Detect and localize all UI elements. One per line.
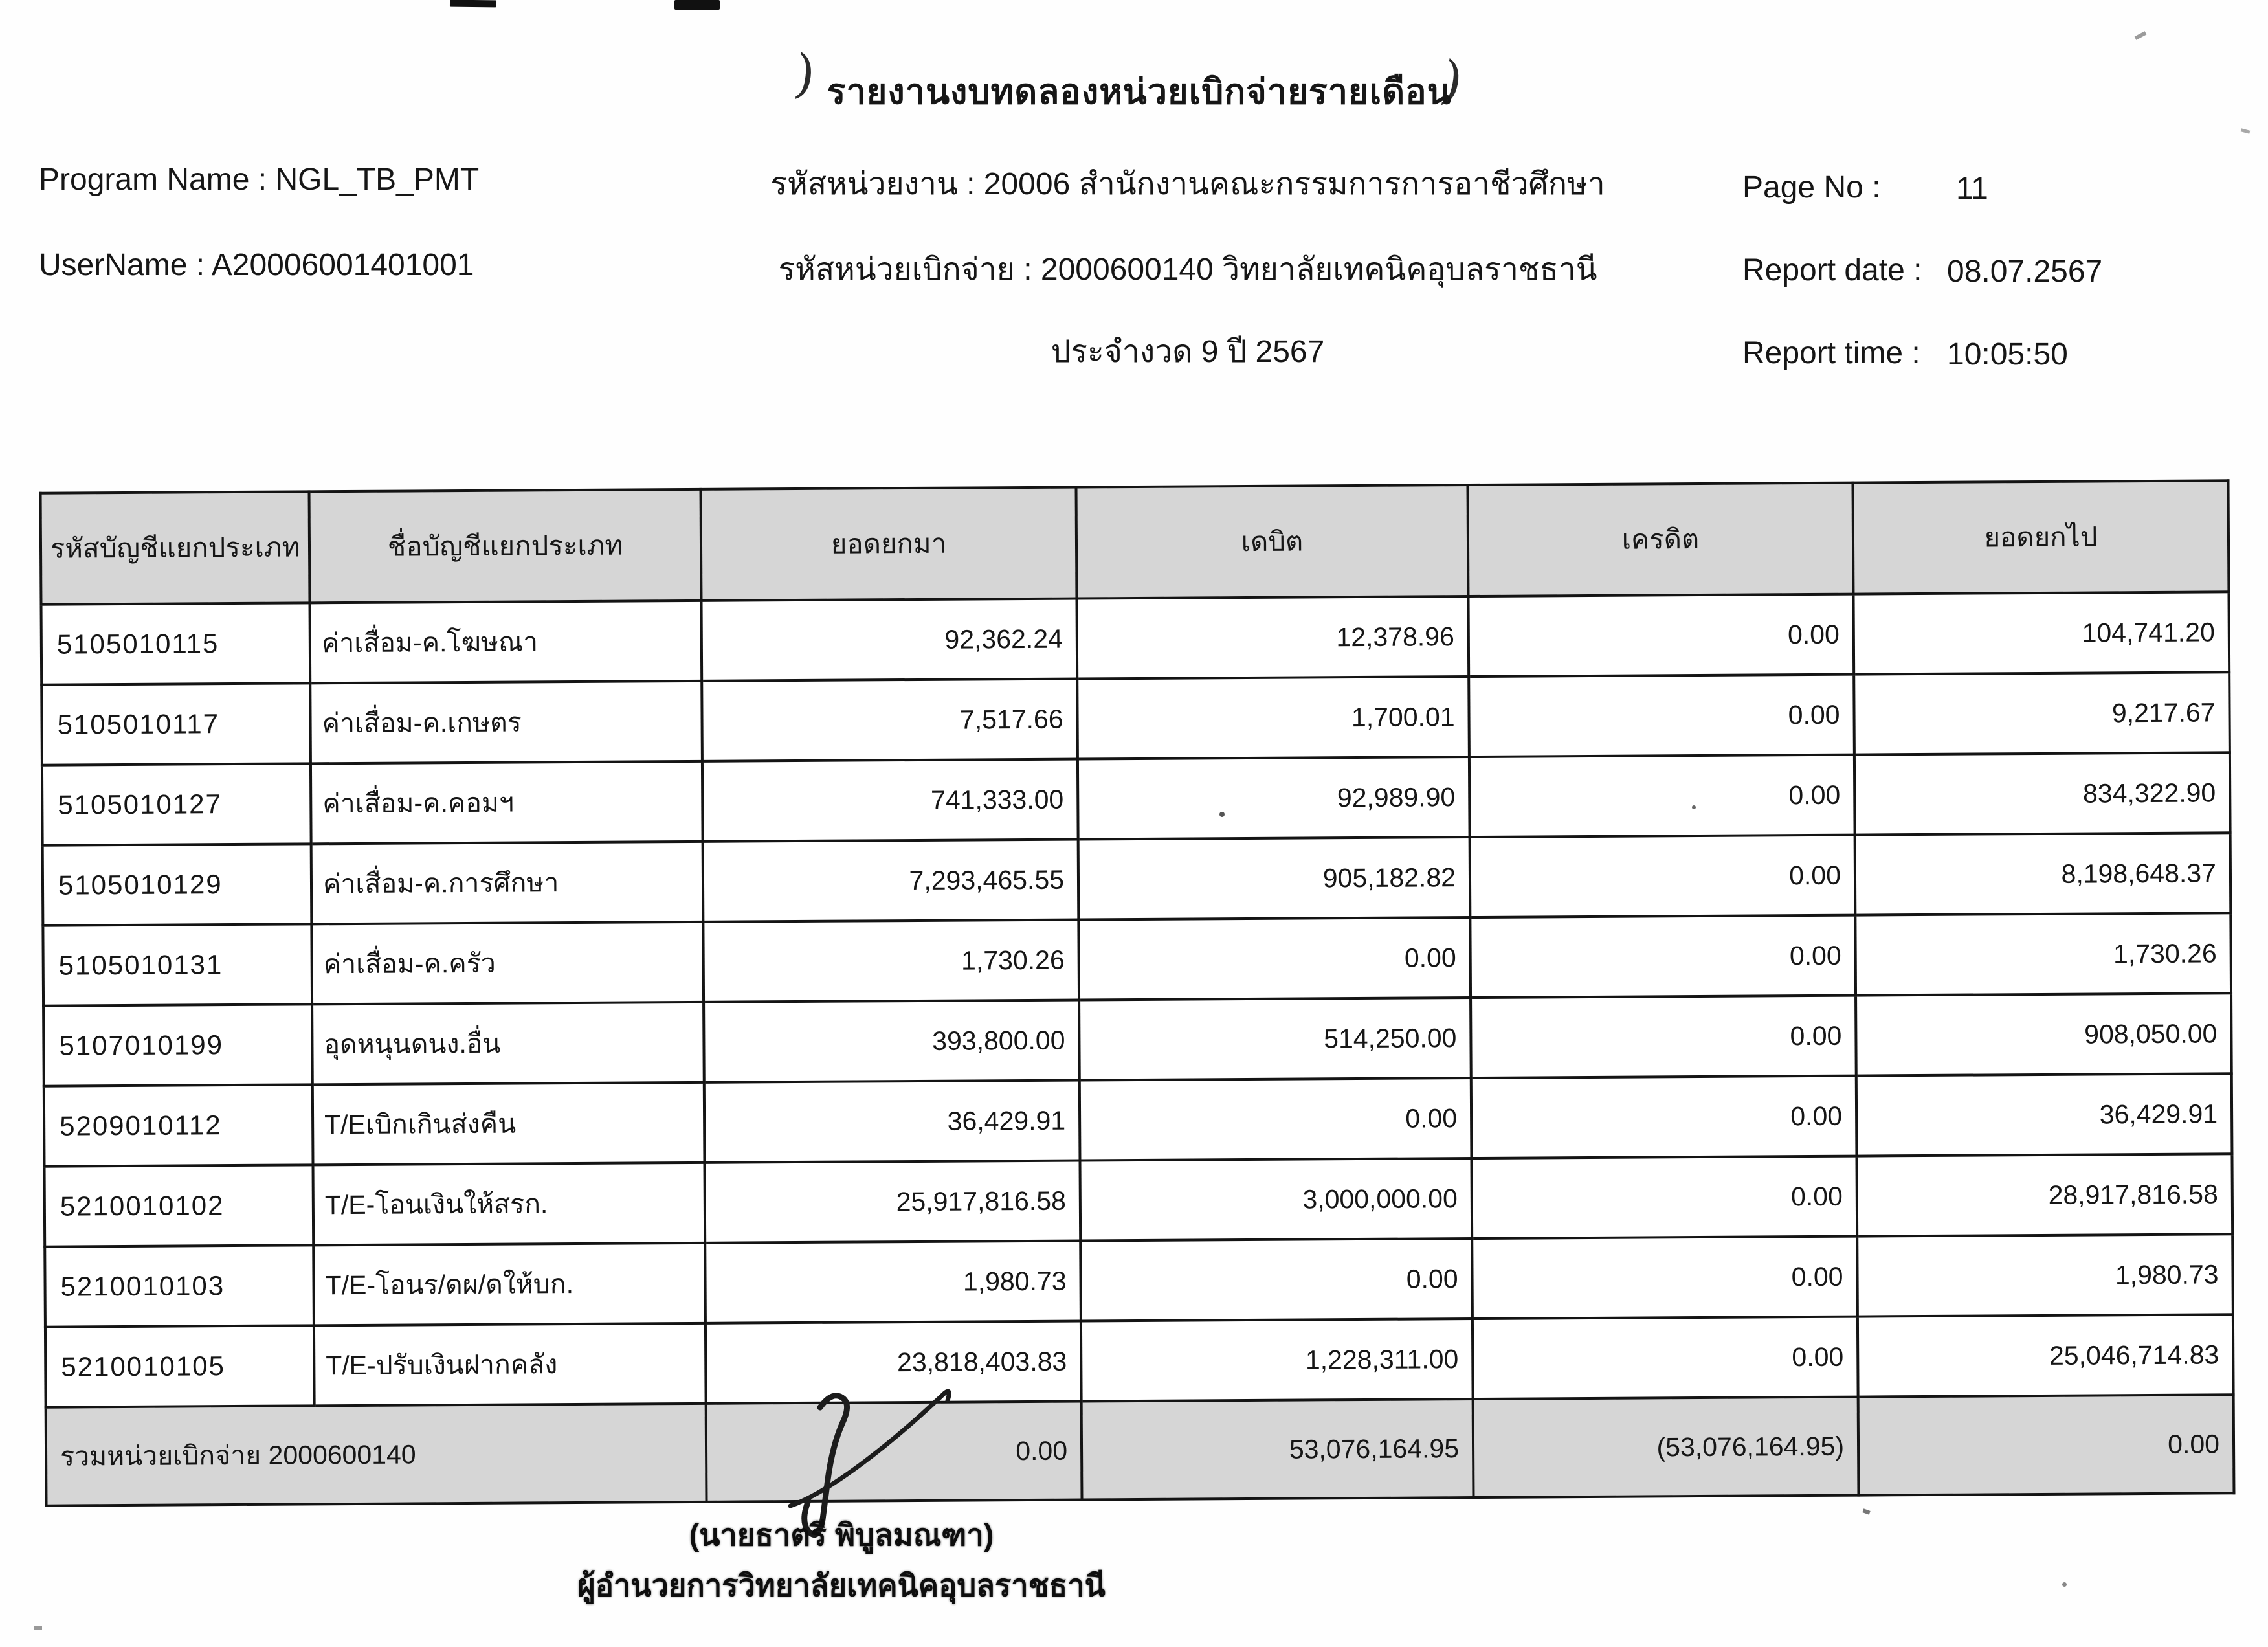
debit-cell: 905,182.82: [1078, 837, 1471, 919]
debit-cell: 1,228,311.00: [1081, 1319, 1473, 1401]
account-name-cell: ค่าเสื่อม-ค.ครัว: [311, 922, 704, 1004]
balance-bf-cell: 1,980.73: [705, 1241, 1081, 1323]
credit-cell: 0.00: [1471, 1156, 1857, 1238]
program-name-line: [39, 162, 479, 197]
account-code-cell: 5105010115: [41, 603, 311, 684]
scan-paren-mark: ): [1437, 49, 1468, 113]
trial-balance-table: [39, 479, 2236, 1507]
debit-cell: 3,000,000.00: [1080, 1158, 1472, 1240]
balance-cf-cell: 104,741.20: [1853, 592, 2229, 674]
table-row: [41, 592, 2230, 684]
balance-bf-cell: 393,800.00: [704, 1000, 1080, 1082]
credit-cell: 0.00: [1469, 755, 1855, 837]
total-credit-cell: (53,076,164.95): [1473, 1397, 1859, 1497]
account-code-cell: 5209010112: [44, 1084, 313, 1166]
program-name-value: NGL_TB_PMT: [275, 162, 480, 197]
page-no-label: Page No :: [1742, 170, 1881, 205]
balance-cf-cell: 9,217.67: [1854, 672, 2230, 754]
username-line: [39, 247, 474, 283]
col-header-debit: เดบิต: [1076, 485, 1468, 598]
col-header-balance-bf: ยอดยกมา: [701, 487, 1077, 601]
scan-speck: [1862, 1508, 1870, 1514]
table-row: [43, 993, 2232, 1086]
table-header-row: [41, 480, 2229, 604]
program-name-label: Program Name :: [39, 162, 267, 197]
credit-cell: 0.00: [1471, 1076, 1857, 1158]
balance-bf-cell: 23,818,403.83: [706, 1321, 1082, 1404]
credit-cell: 0.00: [1469, 675, 1854, 757]
total-debit-cell: 53,076,164.95: [1082, 1399, 1474, 1499]
balance-cf-cell: 834,322.90: [1854, 752, 2230, 835]
credit-cell: 0.00: [1470, 835, 1856, 917]
signer-name: (นายธาตรี พิบูลมณฑา): [689, 1518, 994, 1552]
total-balance-cf-cell: 0.00: [1858, 1395, 2234, 1495]
total-balance-bf-cell: 0.00: [706, 1402, 1082, 1502]
account-name-cell: ค่าเสื่อม-ค.การศึกษา: [311, 842, 704, 924]
balance-cf-cell: 25,046,714.83: [1858, 1314, 2234, 1396]
debit-cell: 514,250.00: [1079, 998, 1471, 1080]
report-title: รายงานงบทดลองหน่วยเบิกจ่ายรายเดือน: [827, 73, 1452, 111]
account-name-cell: ค่าเสื่อม-ค.โฆษณา: [310, 601, 702, 683]
account-name-cell: T/E-โอนร/ดผ/ดให้บก.: [313, 1243, 706, 1325]
debit-cell: 12,378.96: [1076, 596, 1469, 678]
scan-speck: [34, 1626, 42, 1630]
table-total-row: [46, 1395, 2234, 1505]
username-value: A20006001401001: [211, 248, 474, 282]
account-code-cell: 5105010127: [42, 763, 311, 845]
col-header-account-name: ชื่อบัญชีแยกประเภท: [309, 489, 702, 603]
scan-paren-mark: ): [791, 43, 819, 106]
col-header-account-code: รหัสบัญชีแยกประเภท: [41, 491, 310, 604]
debit-cell: 0.00: [1078, 917, 1471, 1000]
account-code-cell: 5105010129: [43, 844, 312, 925]
scan-ink-bar: [674, 0, 720, 10]
debit-cell: 0.00: [1080, 1078, 1472, 1160]
balance-bf-cell: 7,517.66: [702, 679, 1078, 761]
table-row: [44, 1073, 2232, 1166]
table-row: [42, 752, 2230, 845]
balance-cf-cell: 36,429.91: [1856, 1073, 2232, 1156]
account-code-cell: 5210010103: [45, 1245, 314, 1327]
report-time-value: 10:05:50: [1947, 337, 2068, 372]
credit-cell: 0.00: [1468, 594, 1854, 677]
credit-cell: 0.00: [1472, 1237, 1858, 1319]
balance-bf-cell: 36,429.91: [704, 1081, 1080, 1163]
table-row: [41, 672, 2230, 765]
col-header-balance-cf: ยอดยกไป: [1852, 480, 2229, 594]
agency-line: รหัสหน่วยงาน : 20006 สำนักงานคณะกรรมการการอาชีวศึกษา: [770, 167, 1605, 201]
account-name-cell: T/E-โอนเงินให้สรก.: [313, 1163, 706, 1245]
credit-cell: 0.00: [1471, 996, 1856, 1078]
credit-cell: 0.00: [1470, 915, 1856, 998]
balance-bf-cell: 7,293,465.55: [703, 840, 1079, 922]
table-row: [45, 1154, 2233, 1246]
account-name-cell: ค่าเสื่อม-ค.เกษตร: [310, 681, 702, 763]
report-date-label: Report date :: [1742, 253, 1922, 287]
account-name-cell: ค่าเสื่อม-ค.คอมฯ: [311, 761, 703, 844]
table-row: [43, 833, 2231, 925]
report-date-value: 08.07.2567: [1947, 254, 2103, 289]
debit-cell: 0.00: [1080, 1238, 1473, 1321]
table-row: [43, 913, 2231, 1005]
credit-cell: 0.00: [1473, 1317, 1858, 1399]
balance-bf-cell: 1,730.26: [703, 920, 1079, 1002]
balance-cf-cell: 8,198,648.37: [1855, 833, 2231, 915]
account-code-cell: 5105010117: [41, 683, 311, 765]
balance-bf-cell: 741,333.00: [702, 759, 1078, 842]
balance-bf-cell: 25,917,816.58: [704, 1161, 1080, 1243]
scan-smudge: [2241, 128, 2251, 133]
scan-speck: [1692, 805, 1696, 809]
debit-cell: 92,989.90: [1078, 757, 1470, 839]
col-header-credit: เครดิต: [1467, 483, 1853, 596]
account-name-cell: T/E-ปรับเงินฝากคลัง: [314, 1323, 706, 1406]
scan-smudge: [2135, 31, 2147, 40]
account-code-cell: 5105010131: [43, 924, 312, 1005]
scan-ink-bar: [450, 0, 496, 7]
balance-cf-cell: 1,980.73: [1857, 1234, 2233, 1316]
signer-title: ผู้อำนวยการวิทยาลัยเทคนิคอุบลราชธานี: [577, 1568, 1106, 1602]
page-no-value: 11: [1956, 172, 1988, 206]
scan-speck: [1219, 812, 1225, 817]
period-line: ประจำงวด 9 ปี 2567: [1051, 335, 1325, 369]
total-label-cell: รวมหน่วยเบิกจ่าย 2000600140: [46, 1404, 707, 1506]
scan-speck: [2062, 1582, 2067, 1587]
account-name-cell: อุดหนุนดนง.อื่น: [312, 1002, 704, 1084]
balance-cf-cell: 908,050.00: [1856, 993, 2232, 1075]
balance-bf-cell: 92,362.24: [701, 599, 1077, 681]
account-code-cell: 5107010199: [43, 1004, 313, 1086]
username-label: UserName :: [39, 248, 205, 282]
disbursement-unit-line: รหัสหน่วยเบิกจ่าย : 2000600140 วิทยาลัยเทคนิคอุบลราชธานี: [778, 252, 1597, 287]
account-code-cell: 5210010102: [45, 1165, 314, 1246]
report-time-label: Report time :: [1742, 336, 1920, 370]
table-row: [45, 1234, 2233, 1327]
debit-cell: 1,700.01: [1077, 677, 1469, 759]
balance-cf-cell: 1,730.26: [1855, 913, 2231, 995]
account-name-cell: T/Eเบิกเกินส่งคืน: [313, 1082, 705, 1165]
account-code-cell: 5210010105: [45, 1325, 315, 1407]
table-row: [45, 1314, 2234, 1407]
director-stamp: [531, 1510, 1152, 1611]
balance-cf-cell: 28,917,816.58: [1856, 1154, 2232, 1236]
